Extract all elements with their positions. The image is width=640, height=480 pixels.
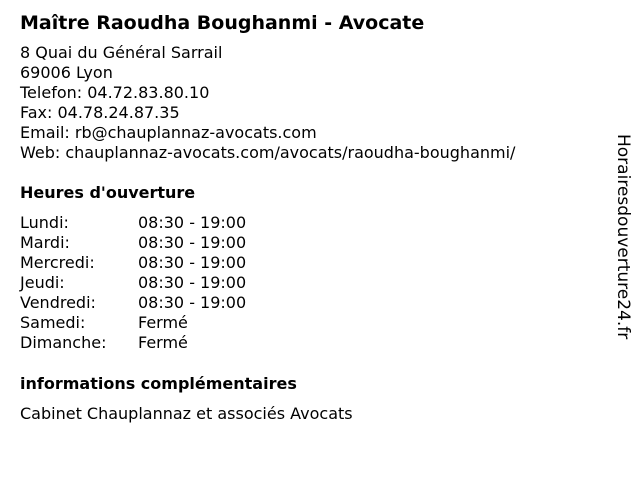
hours-row xyxy=(20,293,246,313)
email-address: Email: rb@chauplannaz-avocats.com xyxy=(20,123,317,142)
address-street: 8 Quai du Général Sarrail xyxy=(20,43,223,62)
hours-day: Dimanche: xyxy=(20,333,107,352)
watermark-text: Horairesdouverture24.fr xyxy=(613,134,633,340)
hours-row xyxy=(20,273,246,293)
hours-time: 08:30 - 19:00 xyxy=(138,273,247,292)
hours-row xyxy=(20,313,246,333)
hours-row xyxy=(20,233,246,253)
hours-day: Samedi: xyxy=(20,313,86,332)
hours-time: 08:30 - 19:00 xyxy=(138,233,247,252)
hours-row xyxy=(20,213,246,233)
page-title: Maître Raoudha Boughanmi - Avocate xyxy=(20,12,425,34)
additional-info-heading: informations complémentaires xyxy=(20,374,297,393)
hours-time: 08:30 - 19:00 xyxy=(138,293,247,312)
hours-time: Fermé xyxy=(138,333,188,352)
site-watermark xyxy=(610,134,636,344)
hours-day: Vendredi: xyxy=(20,293,96,312)
opening-hours-heading: Heures d'ouverture xyxy=(20,183,196,202)
hours-day: Jeudi: xyxy=(20,273,65,292)
phone-number: Telefon: 04.72.83.80.10 xyxy=(20,83,210,102)
website-link: Web: chauplannaz-avocats.com/avocats/raoudha-boughanmi/ xyxy=(20,143,516,162)
hours-day: Lundi: xyxy=(20,213,69,232)
contact-block xyxy=(20,43,515,163)
hours-day: Mercredi: xyxy=(20,253,95,272)
hours-row xyxy=(20,253,246,273)
hours-time: Fermé xyxy=(138,313,188,332)
fax-number: Fax: 04.78.24.87.35 xyxy=(20,103,180,122)
hours-row xyxy=(20,333,246,353)
hours-time: 08:30 - 19:00 xyxy=(138,253,247,272)
hours-time: 08:30 - 19:00 xyxy=(138,213,247,232)
opening-hours-table xyxy=(20,213,246,353)
hours-day: Mardi: xyxy=(20,233,70,252)
additional-info-text: Cabinet Chauplannaz et associés Avocats xyxy=(20,404,353,423)
address-city: 69006 Lyon xyxy=(20,63,113,82)
